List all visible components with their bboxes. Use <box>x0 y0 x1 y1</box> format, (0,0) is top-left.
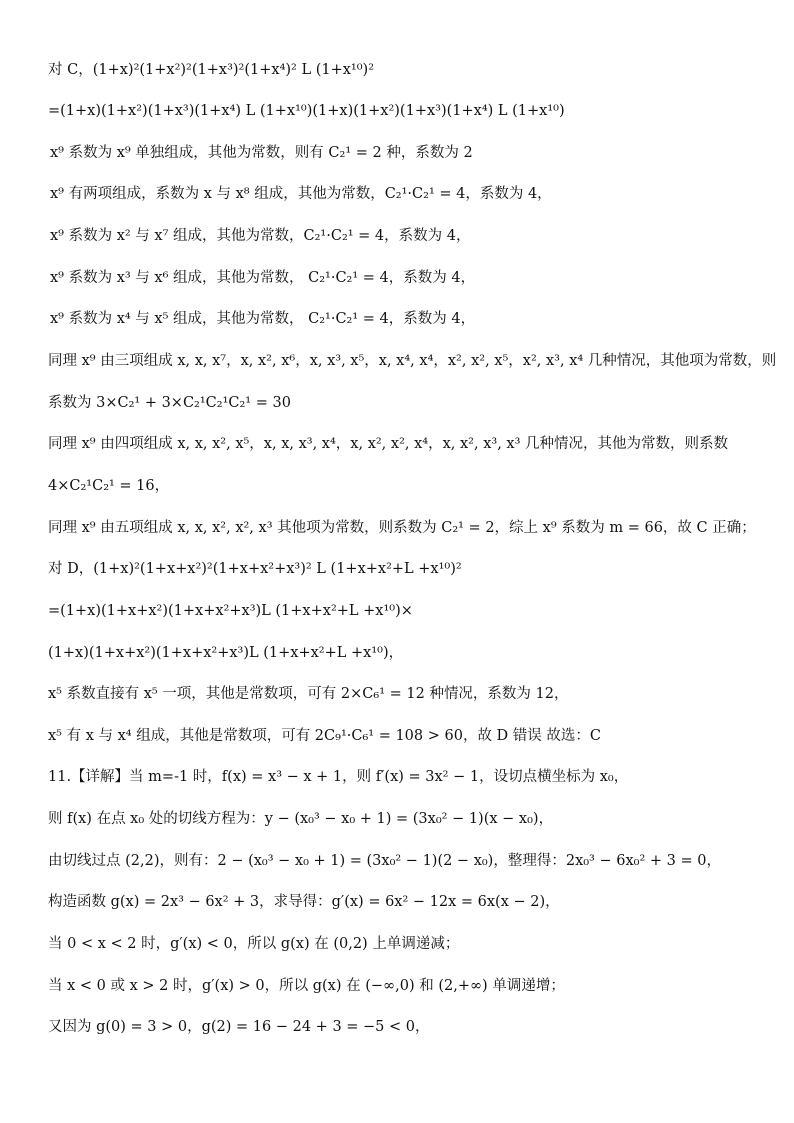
solution-line: 同理 x⁹ 由五项组成 x, x, x², x², x³ 其他项为常数，则系数为 C₂¹ = 2，综上 x⁹ 系数为 m = 66，故 C 正确； <box>48 520 756 536</box>
solution-line: x⁹ 系数为 x² 与 x⁷ 组成，其他为常数，C₂¹·C₂¹ = 4，系数为 4， <box>50 228 471 244</box>
solution-line: x⁹ 系数为 x³ 与 x⁶ 组成，其他为常数， C₂¹·C₂¹ = 4，系数为 4， <box>50 270 476 286</box>
solution-line: 同理 x⁹ 由四项组成 x, x, x², x⁵，x, x, x³, x⁴，x, x², x², x⁴，x, x², x³, x³ 几种情况，其他为常数，则系数 <box>48 436 729 452</box>
solution-line: 同理 x⁹ 由三项组成 x, x, x⁷，x, x², x⁶，x, x³, x⁵，x, x⁴, x⁴，x², x², x⁵，x², x³, x⁴ 几种情况，其他项为常数，则 <box>48 353 777 369</box>
solution-line: 系数为 3×C₂¹ + 3×C₂¹C₂¹C₂¹ = 30 <box>48 395 291 411</box>
solution-line: 当 0 < x < 2 时，g′(x) < 0，所以 g(x) 在 (0,2) 上单调递减； <box>48 936 460 952</box>
solution-line: 11.【详解】当 m=-1 时，f(x) = x³ − x + 1，则 f′(x) = 3x² − 1，设切点横坐标为 x₀， <box>48 769 629 785</box>
solution-line: 又因为 g(0) = 3 > 0，g(2) = 16 − 24 + 3 = −5 < 0， <box>48 1019 430 1035</box>
solution-line: x⁵ 有 x 与 x⁴ 组成，其他是常数项，可有 2C₉¹·C₆¹ = 108 > 60，故 D 错误 故选：C <box>48 728 601 744</box>
solution-line: (1+x)(1+x+x²)(1+x+x²+x³)L (1+x+x²+L +x¹⁰)， <box>48 645 404 661</box>
solution-line: =(1+x)(1+x+x²)(1+x+x²+x³)L (1+x+x²+L +x¹⁰)× <box>48 603 413 619</box>
solution-line: x⁹ 有两项组成，系数为 x 与 x⁸ 组成，其他为常数，C₂¹·C₂¹ = 4，系数为 4， <box>50 186 552 202</box>
solution-line: x⁹ 系数为 x⁹ 单独组成，其他为常数，则有 C₂¹ = 2 种，系数为 2 <box>50 145 473 161</box>
solution-line: x⁵ 系数直接有 x⁵ 一项，其他是常数项，可有 2×C₆¹ = 12 种情况，系数为 12， <box>48 686 569 702</box>
solution-line: 对 D，(1+x)²(1+x+x²)²(1+x+x²+x³)² L (1+x+x²+L +x¹⁰)² <box>48 561 462 577</box>
solution-line: 由切线过点 (2,2)，则有：2 − (x₀³ − x₀ + 1) = (3x₀² − 1)(2 − x₀)，整理得：2x₀³ − 6x₀² + 3 = 0， <box>48 853 721 869</box>
solution-line: 则 f(x) 在点 x₀ 处的切线方程为：y − (x₀³ − x₀ + 1) = (3x₀² − 1)(x − x₀)， <box>48 811 554 827</box>
solution-line: =(1+x)(1+x²)(1+x³)(1+x⁴) L (1+x¹⁰)(1+x)(1+x²)(1+x³)(1+x⁴) L (1+x¹⁰) <box>48 103 565 119</box>
solution-line: 构造函数 g(x) = 2x³ − 6x² + 3，求导得：g′(x) = 6x² − 12x = 6x(x − 2)， <box>48 894 560 910</box>
solution-line: 当 x < 0 或 x > 2 时，g′(x) > 0，所以 g(x) 在 (−∞,0) 和 (2,+∞) 单调递增； <box>48 978 565 994</box>
solution-line: 4×C₂¹C₂¹ = 16， <box>48 478 170 494</box>
solution-line: 对 C，(1+x)²(1+x²)²(1+x³)²(1+x⁴)² L (1+x¹⁰)² <box>48 62 375 78</box>
solution-line: x⁹ 系数为 x⁴ 与 x⁵ 组成，其他为常数， C₂¹·C₂¹ = 4，系数为 4， <box>50 311 476 327</box>
